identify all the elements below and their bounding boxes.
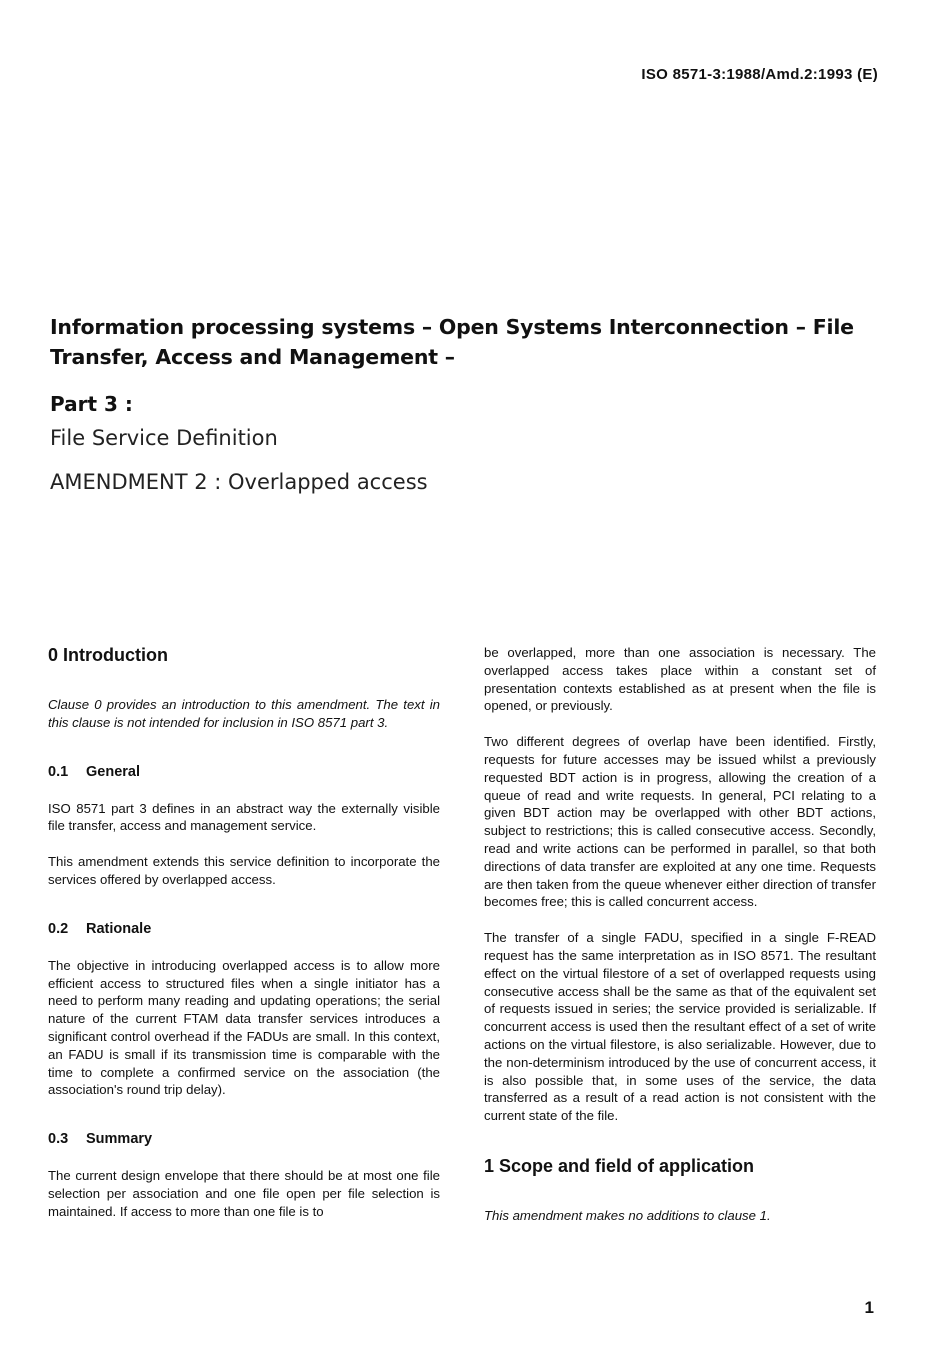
- summary-paragraph: The current design envelope that there should be at most one file selection per association and one file open per file selection is maintained. If access to more than one file is to: [48, 1168, 440, 1219]
- main-title: [50, 312, 870, 372]
- general-paragraph-1: ISO 8571 part 3 defines in an abstract way the externally visible file transfer, access and management service.: [48, 800, 440, 834]
- general-number: 0.1: [48, 763, 69, 780]
- title-line-2: Transfer, Access and Management –: [50, 345, 455, 369]
- general-title: General: [86, 763, 140, 780]
- summary-number: 0.3: [48, 1131, 69, 1148]
- overlap-paragraph-2: Two different degrees of overlap have been identified. Firstly, requests for future accesses may be issued whilst a previously requested BDT action is in progress, allowing the creation of a queue of read and write requests. In general, PCI relating to a given BDT action may be overlapped with other BDT actions, subject to restrictions; this is called consecutive access. Secondly, read and write actions can be performed in parallel, so that both directions of data transfer are exploited at any one time. Requests are then taken from the queue whenever either direction of transfer becomes free; this is called concurrent access.: [484, 734, 876, 910]
- page-number: 1: [864, 1298, 874, 1317]
- title-line-1: Information processing systems – Open Systems Interconnection – File: [50, 315, 854, 339]
- amendment-title: AMENDMENT 2 : Overlapped access: [50, 470, 428, 494]
- rationale-heading: [48, 919, 440, 939]
- general-paragraph-2: This amendment extends this service definition to incorporate the services offered by overlapped access.: [48, 854, 440, 887]
- general-heading: [48, 762, 440, 782]
- right-column: [484, 644, 876, 1225]
- left-column: [48, 644, 440, 1221]
- document-reference: ISO 8571-3:1988/Amd.2:1993 (E): [641, 66, 878, 83]
- summary-title: Summary: [86, 1131, 153, 1148]
- part-name: File Service Definition: [50, 426, 278, 450]
- rationale-title: Rationale: [86, 920, 152, 937]
- rationale-paragraph: The objective in introducing overlapped access is to allow more efficient access to structured files when a single initiator has a need to perform many reading and updating operations; the serial nature of the current FTAM data transfer services introduces a significant control overhead if the FADUs are small. In this context, an FADU is small if its transmission time is comparable with the time to complete a confirmed service on the association (the association's round trip delay).: [48, 957, 440, 1098]
- rationale-number: 0.2: [48, 920, 69, 937]
- scope-heading: 1 Scope and field of application: [484, 1155, 755, 1176]
- title-block: [50, 312, 870, 494]
- overlap-paragraph-1: be overlapped, more than one association is necessary. The overlapped access takes place within a constant set of presentation contexts established as at present when the file is opened, or previously.: [484, 645, 876, 714]
- introduction-note: Clause 0 provides an introduction to this amendment. The text in this clause is not intended for inclusion in ISO 8571 part 3.: [48, 697, 440, 730]
- overlap-paragraph-3: The transfer of a single FADU, specified in a single F-READ request has the same interpretation as in ISO 8571. The resultant effect on the virtual filestore of a set of overlapped requests using consecutive access shall be the same as that of the equivalent set of requests issued in series; the service provided is serializable. If concurrent access is used then the resultant effect of a set of write actions on the virtual filestore, is also serializable. However, due to the non-determinism introduced by the use of concurrent access, it is also possible that, in some uses of the service, the data transferred as a result of a read action is not consistent with the current state of the file.: [484, 930, 876, 1124]
- introduction-heading: 0 Introduction: [48, 645, 168, 665]
- summary-heading: [48, 1129, 440, 1149]
- part-label: Part 3 :: [50, 392, 133, 416]
- scope-note: This amendment makes no additions to clause 1.: [484, 1207, 771, 1223]
